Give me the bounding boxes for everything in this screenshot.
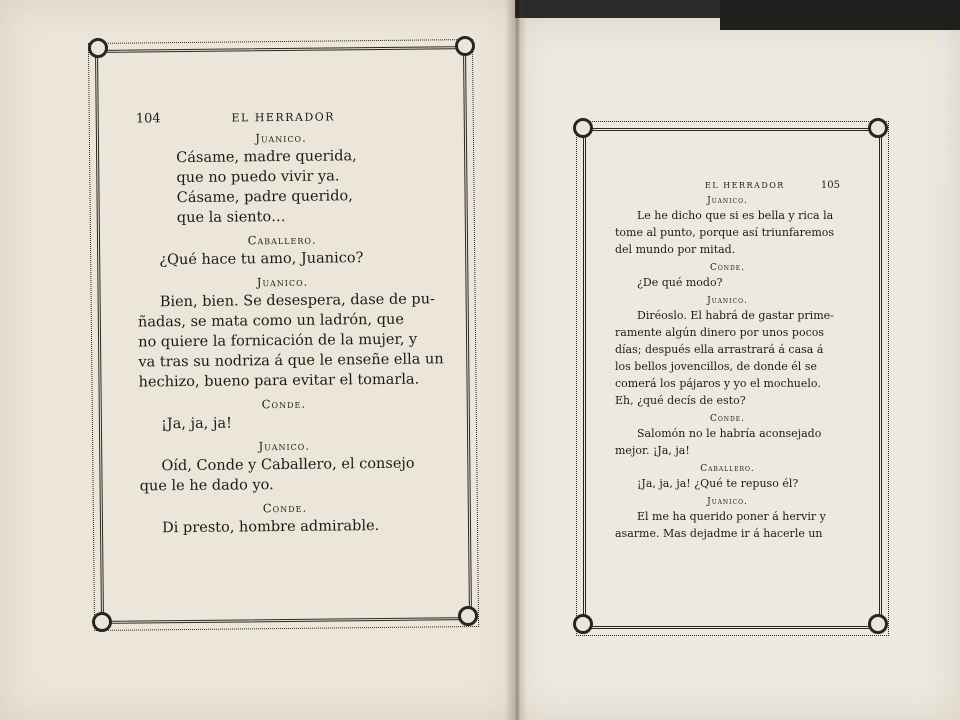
speaker-name: Juanico.	[707, 296, 748, 306]
page-number: 104	[135, 111, 161, 127]
speaker-name: Caballero.	[247, 232, 317, 248]
dialogue-line: mejor. ¡Ja, ja!	[615, 444, 690, 457]
dialogue-line: los bellos jovencillos, de donde él se	[615, 360, 817, 373]
speaker-name: Juanico.	[256, 274, 309, 290]
dialogue-line: Cásame, madre querida,	[176, 148, 357, 167]
dialogue-blocks	[136, 129, 444, 538]
dialogue-line: Eh, ¿qué decís de esto?	[615, 394, 746, 407]
running-title: EL HERRADOR	[705, 181, 785, 190]
dialogue-line: ¿De qué modo?	[637, 276, 723, 289]
page-header	[615, 180, 840, 191]
speaker-name: Conde.	[709, 263, 746, 273]
speaker-name: Conde.	[261, 396, 307, 412]
dialogue-line: Di presto, hombre admirable.	[162, 518, 380, 537]
page-number: 105	[820, 180, 840, 191]
background-corner	[720, 0, 960, 30]
dialogue-line: El me ha querido poner á hervir y	[637, 510, 826, 523]
dialogue-line: que no puedo vivir ya.	[176, 168, 340, 187]
dialogue-line: tome al punto, porque así triunfaremos	[615, 226, 835, 239]
dialogue-line: Bien, bien. Se desespera, dase de pu-	[159, 291, 435, 311]
dialogue-line: que la siento…	[176, 208, 286, 227]
speaker-name: Caballero.	[700, 464, 755, 474]
speaker-name: Conde.	[262, 500, 308, 516]
speaker-name: Juanico.	[255, 130, 307, 146]
dialogue-line: días; después ella arrastrará á casa á	[615, 343, 824, 356]
dialogue-line: comerá los pájaros y yo el mochuelo.	[615, 377, 821, 390]
speaker-name: Conde.	[709, 414, 746, 424]
corner-ornament-icon	[868, 614, 888, 634]
dialogue-line: va tras su nodriza á que le enseñe ella un	[138, 351, 444, 371]
corner-ornament-icon	[455, 36, 475, 56]
dialogue-line: ramente algún dinero por unos pocos	[615, 326, 825, 339]
running-title: EL HERRADOR	[231, 110, 336, 125]
dialogue-line: que le he dado yo.	[139, 477, 274, 495]
dialogue-line: hechizo, bueno para evitar el tomarla.	[138, 371, 420, 391]
speaker-name: Juanico.	[707, 196, 748, 206]
left-page-text	[135, 108, 444, 538]
page-header	[136, 108, 426, 126]
dialogue-line: Salomón no le habría aconsejado	[637, 427, 822, 440]
dialogue-line: Le he dicho que si es bella y rica la	[637, 209, 834, 222]
book-gutter	[505, 0, 527, 720]
dialogue-line: no quiere la fornicación de la mujer, y	[138, 331, 418, 351]
corner-ornament-icon	[868, 118, 888, 138]
right-page-text	[615, 180, 840, 542]
corner-ornament-icon	[573, 118, 593, 138]
watermark-text: todocoleccion	[930, 30, 952, 185]
dialogue-line: ¡Ja, ja, ja!	[160, 415, 232, 433]
dialogue-blocks	[615, 196, 840, 542]
corner-ornament-icon	[573, 614, 593, 634]
dialogue-line: ¡Ja, ja, ja! ¿Qué te repuso él?	[637, 477, 799, 490]
dialogue-line: Diréoslo. El habrá de gastar prime-	[637, 309, 834, 322]
dialogue-line: Oíd, Conde y Caballero, el consejo	[161, 455, 415, 475]
corner-ornament-icon	[92, 612, 112, 632]
corner-ornament-icon	[458, 606, 478, 626]
dialogue-line: Cásame, padre querido,	[176, 188, 353, 207]
dialogue-line: asarme. Mas dejadme ir á hacerle un	[615, 527, 823, 540]
corner-ornament-icon	[88, 38, 108, 58]
speaker-name: Juanico.	[258, 438, 311, 454]
dialogue-line: ñadas, se mata como un ladrón, que	[137, 311, 404, 331]
dialogue-line: del mundo por mitad.	[615, 243, 736, 256]
speaker-name: Juanico.	[707, 497, 748, 507]
dialogue-line: ¿Qué hace tu amo, Juanico?	[159, 250, 364, 269]
